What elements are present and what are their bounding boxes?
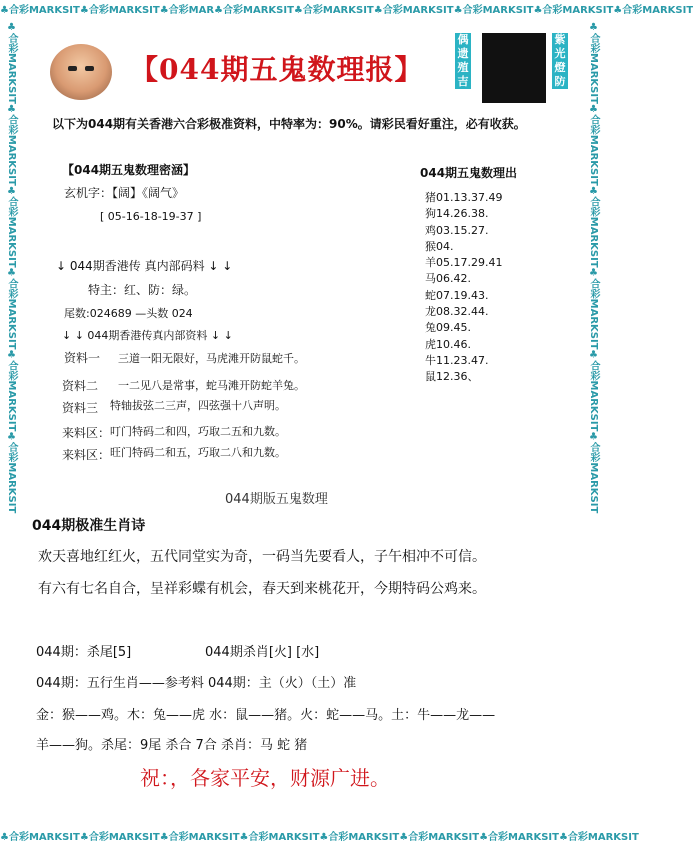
section-title: 044期版五鬼数理 <box>225 492 328 507</box>
frame-left-text: ♣合彩MARKSIT♣合彩MARKSIT♣合彩MARKSIT♣合彩MARKSIT♣合彩MARKSIT♣合彩MARKSIT <box>6 22 17 514</box>
stamp-left-char-3: 吉 <box>455 75 471 89</box>
hk-title-2: ↓ ↓ 044期香港传真内部资料 ↓ ↓ <box>62 329 233 342</box>
elements-line-1: 金：猴——鸡。木：兔——虎 水：鼠——猪。火：蛇——马。土：牛——龙—— <box>36 708 496 723</box>
ziliao2-label: 资料二 <box>62 379 99 393</box>
zodiac-number-list <box>425 190 502 386</box>
list-item: 牛11.23.47. <box>425 353 489 367</box>
stamp-right-char-3: 防 <box>552 75 568 89</box>
list-item: 蛇07.19.43. <box>425 288 489 302</box>
stamp-right <box>552 33 568 89</box>
frame-left-border <box>0 22 22 827</box>
poem-line-1: 欢天喜地红红火，五代同堂实为奇，一码当先要看人，子午相冲不可信。 <box>38 549 486 565</box>
list-item: 马06.42. <box>425 272 471 286</box>
stamp-right-char-2: 燈 <box>552 61 568 75</box>
list-item: 鼠12.36、 <box>425 370 479 384</box>
avatar <box>50 44 112 100</box>
laiyuan1-text: 叮门特码二和四，巧取二五和九数。 <box>110 425 286 438</box>
ziliao1-text: 三道一阳无限好，马虎滩开防鼠蛇千。 <box>118 352 305 365</box>
kill-zodiac-line: 044期杀肖[火] [水] <box>205 645 320 660</box>
laiyuan2-text: 旺门特码二和五，巧取二八和九数。 <box>110 446 286 459</box>
redacted-block <box>482 33 546 103</box>
intro-text: 以下为044期有关香港六合彩极准资料，中特率为：90%。请彩民看好重注，必有收获。 <box>52 117 526 131</box>
weishu-line: 尾数:024689 —头数 024 <box>64 307 193 320</box>
stamp-right-char-0: 紫 <box>552 33 568 47</box>
poem-heading: 044期极准生肖诗 <box>32 518 146 534</box>
list-item: 虎10.46. <box>425 337 471 351</box>
stamp-right-char-1: 光 <box>552 47 568 61</box>
hk-title: ↓ 044期香港传 真内部码料 ↓ ↓ <box>56 259 233 273</box>
laiyuan2-label: 来料区： <box>62 448 111 462</box>
poem-line-2: 有六有七名自合，呈祥彩蝶有机会，春天到来桃花开，今期特码公鸡来。 <box>38 581 486 597</box>
avatar-eye-left <box>68 66 77 71</box>
blessing-text: 祝：，各家平安，财源广进。 <box>140 766 390 790</box>
numbers-line: [ 05-16-18-19-37 ] <box>100 210 202 223</box>
frame-right-border <box>582 22 604 827</box>
ziliao3-label: 资料三 <box>62 401 99 415</box>
list-item: 猴04. <box>425 239 454 253</box>
avatar-eye-right <box>85 66 94 71</box>
texu-line: 特主：红、防：绿。 <box>88 283 197 297</box>
stamp-left-char-2: 殖 <box>455 61 471 75</box>
list-item: 龙08.32.44. <box>425 305 489 319</box>
frame-bottom-border: ♣合彩MARKSIT♣合彩MARKSIT♣合彩MARKSIT♣合彩MARKSIT♣合彩MARKSIT♣合彩MARKSIT♣合彩MARKSIT♣合彩MARKSIT <box>0 832 639 843</box>
list-item: 鸡03.15.27. <box>425 223 489 237</box>
right-list-heading: 044期五鬼数理出 <box>420 166 518 180</box>
list-item: 猪01.13.37.49 <box>425 191 503 204</box>
left-box-heading: 【044期五鬼数理密涵】 <box>62 163 196 177</box>
laiyuan1-label: 来料区： <box>62 426 111 440</box>
frame-right-text: ♣合彩MARKSIT♣合彩MARKSIT♣合彩MARKSIT♣合彩MARKSIT♣合彩MARKSIT♣合彩MARKSIT <box>588 22 599 514</box>
ziliao1-label: 资料一 <box>64 351 101 365</box>
stamp-left-char-1: 遗 <box>455 47 471 61</box>
page-title: 【044期五鬼数理报】 <box>130 53 424 86</box>
xuanji-line: 玄机字：【阔】《阔气》 <box>64 186 185 200</box>
ziliao3-text: 特轴拔弦二三声，四弦强十八声明。 <box>110 399 286 412</box>
list-item: 狗14.26.38. <box>425 207 489 221</box>
list-item: 兔09.45. <box>425 321 471 335</box>
ziliao2-text: 一二见八是常事，蛇马滩开防蛇羊兔。 <box>118 379 305 392</box>
stamp-left-char-0: 偶 <box>455 33 471 47</box>
elements-line-2: 羊——狗。杀尾：9尾 杀合 7合 杀肖：马 蛇 猪 <box>36 738 308 753</box>
stamp-left <box>455 33 471 89</box>
wuxing-line: 044期：五行生肖——参考料 044期：主（火）（土）准 <box>36 676 357 691</box>
list-item: 羊05.17.29.41 <box>425 256 503 270</box>
frame-top-border: ♣合彩MARKSIT♣合彩MARKSIT♣合彩MAR♣合彩MARKSIT♣合彩MARKSIT♣合彩MARKSIT♣合彩MARKSIT♣合彩MARKSIT♣合彩MARKSIT <box>0 5 693 16</box>
kill-tail-line: 044期：杀尾[5] <box>36 645 132 660</box>
